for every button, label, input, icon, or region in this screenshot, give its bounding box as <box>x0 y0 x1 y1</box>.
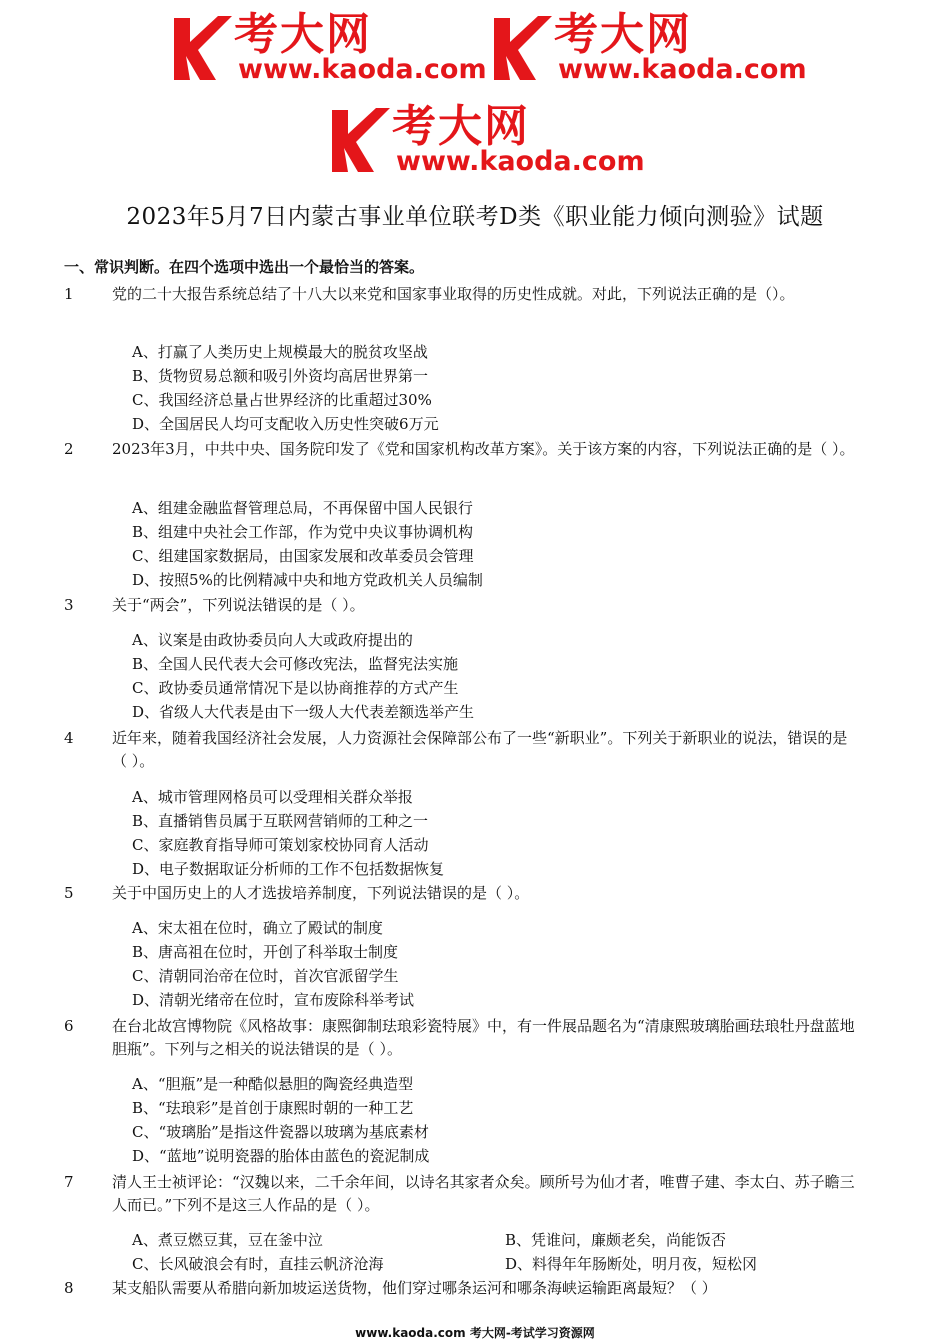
option-c: C、“玻璃胎”是指这件瓷器以玻璃为基底素材 <box>132 1123 429 1141</box>
option-b: B、直播销售员属于互联网营销师的工种之一 <box>132 812 429 830</box>
logo-top-right[interactable] <box>492 8 832 88</box>
question-stem: 近年来，随着我国经济社会发展，人力资源社会保障部公布了一些“新职业”。下列关于新职业的说法，错误的是（ ）。 <box>112 729 848 770</box>
option-d: D、电子数据取证分析师的工作不包括数据恢复 <box>132 860 445 878</box>
option-d: D、“蓝地”说明瓷器的胎体由蓝色的瓷泥制成 <box>132 1147 430 1165</box>
document-title: 2023年5月7日内蒙古事业单位联考D类《职业能力倾向测验》试题 <box>126 204 824 230</box>
question-options <box>132 1072 852 1168</box>
option-a: A、城市管理网格员可以受理相关群众举报 <box>132 788 413 806</box>
question-number: 2 <box>64 440 74 458</box>
question-options <box>132 628 852 724</box>
question-stem: 关于中国历史上的人才选拔培养制度，下列说法错误的是（ ）。 <box>112 884 530 902</box>
question-options <box>132 785 852 881</box>
logo-brand-text: 考大网 <box>554 9 692 60</box>
question-number: 6 <box>64 1017 74 1035</box>
question-number: 5 <box>64 884 74 902</box>
k-logo-icon <box>330 100 394 180</box>
question-number: 8 <box>64 1279 74 1297</box>
k-logo-icon <box>492 8 556 88</box>
question-number: 1 <box>64 285 74 303</box>
option-d: D、料得年年肠断处，明月夜，短松冈 <box>505 1255 758 1273</box>
option-c: C、政协委员通常情况下是以协商推荐的方式产生 <box>132 679 459 697</box>
option-a: A、议案是由政协委员向人大或政府提出的 <box>132 631 413 649</box>
section-heading: 一、常识判断。在四个选项中选出一个最恰当的答案。 <box>64 258 425 276</box>
option-d: D、按照5%的比例精减中央和地方党政机关人员编制 <box>132 571 483 589</box>
option-a: A、宋太祖在位时，确立了殿试的制度 <box>132 919 383 937</box>
option-b: B、货物贸易总额和吸引外资均高居世界第一 <box>132 367 429 385</box>
option-d: D、省级人大代表是由下一级人大代表差额选举产生 <box>132 703 475 721</box>
option-d: D、清朝光绪帝在位时，宣布废除科举考试 <box>132 991 415 1009</box>
option-b: B、组建中央社会工作部，作为党中央议事协调机构 <box>132 523 474 541</box>
option-b: B、“珐琅彩”是首创于康熙时朝的一种工艺 <box>132 1099 414 1117</box>
question-stem: 关于“两会”，下列说法错误的是（ ）。 <box>112 596 365 614</box>
logo-center[interactable] <box>330 100 670 180</box>
question-number: 3 <box>64 596 74 614</box>
option-c: C、我国经济总量占世界经济的比重超过30% <box>132 391 432 409</box>
option-b: B、唐高祖在位时，开创了科举取士制度 <box>132 943 399 961</box>
option-c: C、清朝同治帝在位时，首次官派留学生 <box>132 967 399 985</box>
logo-url-text: www.kaoda.com <box>238 54 487 85</box>
option-b: B、凭谁问，廉颇老矣，尚能饭否 <box>505 1231 727 1249</box>
question-number: 7 <box>64 1173 74 1191</box>
option-a: A、打赢了人类历史上规模最大的脱贫攻坚战 <box>132 343 428 361</box>
option-b: B、全国人民代表大会可修改宪法，监督宪法实施 <box>132 655 459 673</box>
option-a: A、煮豆燃豆萁，豆在釜中泣 <box>132 1231 323 1249</box>
logo-top-left[interactable] <box>172 8 512 88</box>
question-options <box>132 916 852 1012</box>
option-a: A、“胆瓶”是一种酷似悬胆的陶瓷经典造型 <box>132 1075 414 1093</box>
logo-url-text: www.kaoda.com <box>558 54 807 85</box>
question-stem: 某支船队需要从希腊向新加坡运送货物，他们穿过哪条运河和哪条海峡运输距离最短？（ ） <box>112 1279 717 1297</box>
question-options <box>132 340 852 436</box>
question-stem: 2023年3月，中共中央、国务院印发了《党和国家机构改革方案》。关于该方案的内容，下列说法正确的是（ ）。 <box>112 440 855 458</box>
option-c: C、长风破浪会有时，直挂云帆济沧海 <box>132 1255 384 1273</box>
logo-brand-text: 考大网 <box>392 101 530 152</box>
logo-url-text: www.kaoda.com <box>396 146 645 177</box>
option-d: D、全国居民人均可支配收入历史性突破6万元 <box>132 415 439 433</box>
page-footer[interactable]: www.kaoda.com 考大网-考试学习资源网 <box>355 1326 595 1340</box>
question-stem: 清人王士祯评论：“汉魏以来，二千余年间，以诗名其家者众矣。顾所号为仙才者，唯曹子建、李太白、苏子瞻三人而已。”下列不是这三人作品的是（ ）。 <box>112 1173 855 1214</box>
question-options <box>132 496 852 592</box>
logo-brand-text: 考大网 <box>234 9 372 60</box>
option-c: C、家庭教育指导师可策划家校协同育人活动 <box>132 836 429 854</box>
k-logo-icon <box>172 8 236 88</box>
option-a: A、组建金融监督管理总局，不再保留中国人民银行 <box>132 499 473 517</box>
option-c: C、组建国家数据局，由国家发展和改革委员会管理 <box>132 547 474 565</box>
question-stem: 在台北故宫博物院《风格故事：康熙御制珐琅彩瓷特展》中，有一件展品题名为“清康熙玻璃胎画珐琅牡丹盘蓝地胆瓶”。下列与之相关的说法错误的是（ ）。 <box>112 1017 855 1058</box>
question-number: 4 <box>64 729 74 747</box>
question-stem: 党的二十大报告系统总结了十八大以来党和国家事业取得的历史性成就。对此，下列说法正确的是（）。 <box>112 285 795 303</box>
